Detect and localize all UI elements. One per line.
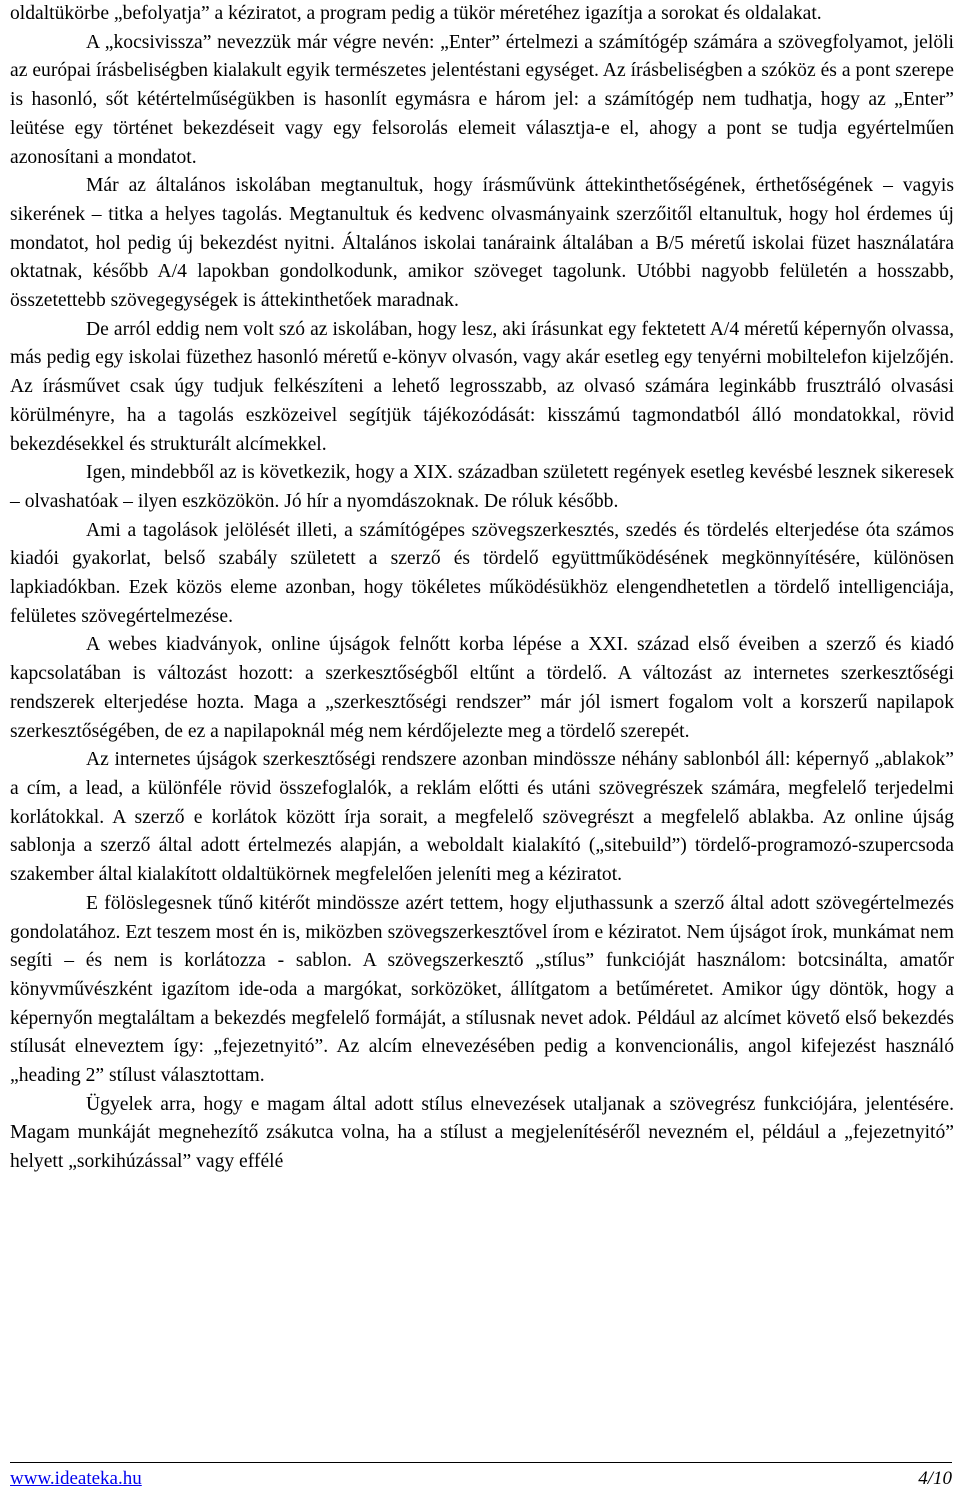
page-number: 4/10 [918, 1468, 952, 1489]
document-body [10, 0, 954, 1177]
page-footer [10, 1462, 952, 1492]
paragraph-3: Már az általános iskolában megtanultuk, hogy írásművünk áttekinthetőségének, érthetőségének – vagyis sikerének – titka a helyes tagolás. Megtanultuk és kedvenc olvasmányaink szerzőitől eltanultuk, hogy hol érdemes új mondatot, hol pedig új bekezdést nyitni. Általános iskolai tanáraink általában a B/5 méretű iskolai füzet használatára oktatnak, később A/4 lapokban gondolkodunk, amikor szöveget tagolunk. Utóbbi nagyobb felületén a hosszabb, összetettebb szövegegységek is áttekinthetőek maradnak. [10, 175, 954, 312]
paragraph-7: A webes kiadványok, online újságok felnőtt korba lépése a XXI. század első éveiben a szerző és kiadó kapcsolatában is változást hozott: a szerkesztőségből eltűnt a tördelő. A változást az internetes szerkesztőségi rendszerek elterjedése hozta. Maga a „szerkesztőségi rendszer” már jól ismert fogalom volt a korszerű napilapok szerkesztőségében, de ez a napilapoknál még nem kérdőjelezte meg a tördelő szerepét. [10, 634, 954, 742]
paragraph-2: A „kocsivissza” nevezzük már végre nevén: „Enter” értelmezi a számítógép számára a szövegfolyamot, jelöli az európai írásbeliségben kialakult egyik természetes jelentéstani egységet. Az írásbeliségben a szóköz és a pont szerepe is hasonló, sőt kétértelműségükben is hasonlít egymásra e három jel: a számítógép nem tudhatja, hogy az „Enter” leütése egy történet bekezdéseit vagy egy felsorolás elemeit választja-e el, ahogy a pont se tudja egyértelműen azonosítani a mondatot. [10, 31, 954, 168]
paragraph-6: Ami a tagolások jelölését illeti, a számítógépes szövegszerkesztés, szedés és tördelés elterjedése óta számos kiadói gyakorlat, belső szabály született a szerző és tördelő együttműködésének megkönnyítésére, különösen lapkiadókban. Ezek közös eleme azonban, hogy tökéletes működésükhöz elengendhetetlen a tördelő intelligenciája, felületes szövegértelmezése. [10, 519, 954, 627]
paragraph-10: Ügyelek arra, hogy e magam által adott stílus elnevezések utaljanak a szövegrész funkciójára, jelentésére. Magam munkáját megnehezítő zsákutca volna, ha a stílust a megjelenítéséről nevezném el, például a „fejezetnyitó” helyett „sorkihúzással” vagy effélé [10, 1093, 954, 1173]
paragraph-9: E fölöslegesnek tűnő kitérőt mindössze azért tettem, hogy eljuthassunk a szerző által adott szövegértelmezés gondolatához. Ezt teszem most én is, miközben szövegszerkesztővel írom e kéziratot. Nem újságot írok, munkámat nem segíti – és nem is korlátozza - sablon. A szövegszerkesztő „stílus” funkcióját használom: botcsinálta, amatőr könyvművészként igazítom ide-oda a margókat, sorközöket, állítgatom a betűméretet. Amikor úgy döntök, hogy a képernyőn megtaláltam a bekezdés megfelelő formáját, a stílusnak nevet adok. Például az alcímet követő első bekezdés stílusát elneveztem így: „fejezetnyitó”. Az alcím elnevezésében pedig a konvencionális, angol kifejezést használó „heading 2” stílust választottam. [10, 892, 954, 1087]
paragraph-5: Igen, mindebből az is következik, hogy a XIX. században született regények esetleg kevésbé lesznek sikeresek – olvashatóak – ilyen eszközökön. Jó hír a nyomdászoknak. De róluk később. [10, 462, 954, 512]
paragraph-1: oldaltükörbe „befolyatja” a kéziratot, a program pedig a tükör méretéhez igazítja a sorokat és oldalakat. [10, 3, 822, 24]
paragraph-8: Az internetes újságok szerkesztőségi rendszere azonban mindössze néhány sablonból áll: képernyő „ablakok” a cím, a lead, a különféle rövid összefoglalók, a reklám előtti és utáni szövegrészek számára, megfelelő terjedelmi korlátokkal. A szerző e korlátok között írja sorait, a megfelelő szövegrészt a megfelelő ablakba. Az online újság sablonja a szerző által adott értelmezés alapján, a weboldalt kialakító („sitebuild”) tördelő-programozó-szupercsoda szakember által kialakított oldaltükörnek megfelelően jeleníti meg a kéziratot. [10, 749, 954, 886]
site-link[interactable]: www.ideateka.hu [10, 1468, 142, 1489]
paragraph-4: De arról eddig nem volt szó az iskolában, hogy lesz, aki írásunkat egy fektetett A/4 méretű képernyőn olvassa, más pedig egy iskolai füzethez hasonló méretű e-könyv olvasón, vagy akár esetleg egy tenyérni mobiltelefon kijelzőjén. Az írásművet csak úgy tudjuk felkészíteni a lehető legrosszabb, az olvasó számára leginkább frusztráló olvasási körülményre, ha a tagolás eszközeivel segítjük tájékozódását: kisszámú tagmondatból álló mondatokkal, rövid bekezdésekkel és strukturált alcímekkel. [10, 318, 954, 455]
